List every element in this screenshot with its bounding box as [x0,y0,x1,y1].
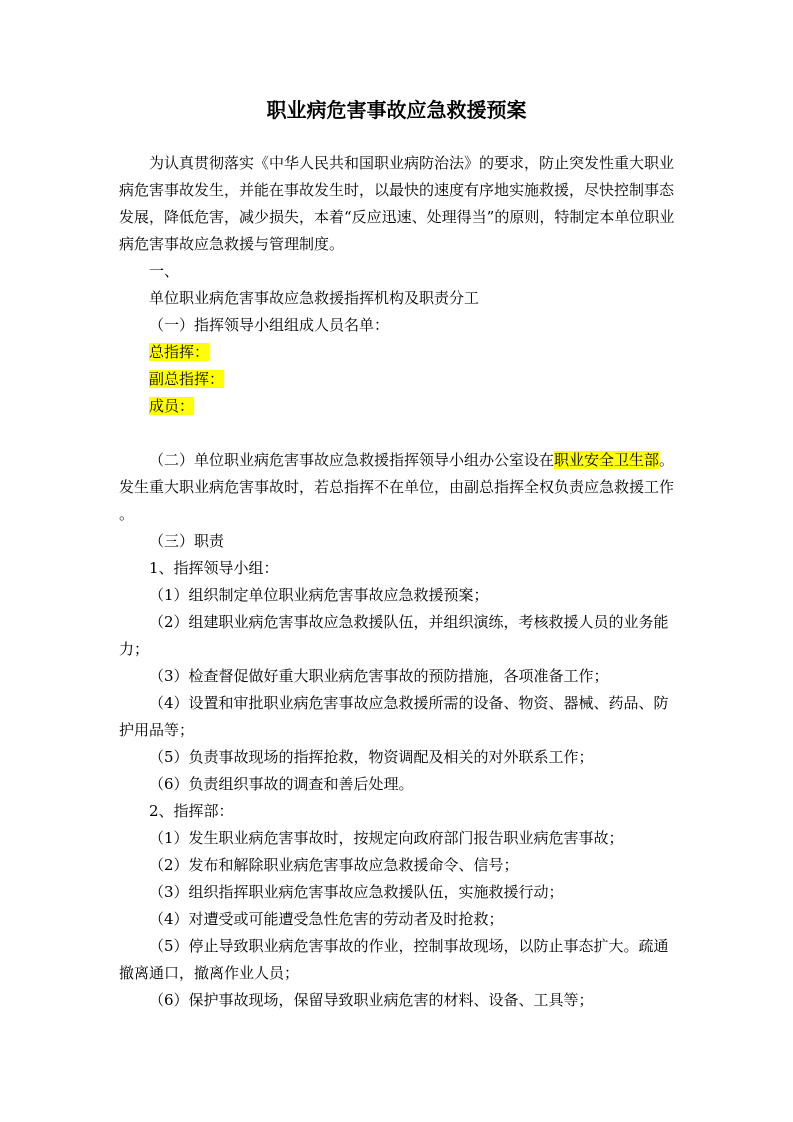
group-1-item: （1）组织制定单位职业病危害事故应急救援预案； [149,586,489,604]
blank-line [119,420,677,447]
group-1-heading: 1、指挥领导小组： [149,559,279,577]
subsection-3-heading: （三）职责 [149,532,225,550]
subsection-2-prefix: （二）单位职业病危害事故应急救援指挥领导小组办公室设在 [149,451,555,469]
intro-paragraph: 为认真贯彻落实《中华人民共和国职业病防治法》的要求，防止突发性重大职业病危害事故发生，并能在事故发生时，以最快的速度有序地实施救援，尽快控制事态发展，降低危害，减少损失，本着“反应迅速、处理得当”的原则，特制定本单位职业病危害事故应急救援与管理制度。 [119,154,675,253]
group-1-item: （2）组建职业病危害事故应急救援队伍，并组织演练，考核救援人员的业务能力； [119,613,669,658]
deputy-commander-line [119,366,677,393]
group-2-item: （5）停止导致职业病危害事故的作业，控制事故现场，以防止事态扩大。疏通撤离通口，撤离作业人员； [119,937,669,982]
commander-line [119,339,677,366]
section-1-number: 一、 [149,262,180,280]
group-1-item: （3）检查督促做好重大职业病危害事故的预防措施，各项准备工作； [149,667,609,685]
group-2-heading: 2、指挥部： [149,802,234,820]
group-2-item: （3）组织指挥职业病危害事故应急救援队伍，实施救援行动； [149,883,564,901]
group-1-item: （4）设置和审批职业病危害事故应急救援所需的设备、物资、器械、药品、防护用品等； [119,694,669,739]
group-2-item: （6）保护事故现场，保留导致职业病危害的材料、设备、工具等； [149,991,594,1009]
group-2-item: （4）对遭受或可能遭受急性危害的劳动者及时抢救； [149,910,504,928]
group-2-item: （2）发布和解除职业病危害事故应急救援命令、信号； [149,856,519,874]
commander-label: 总指挥： [149,343,210,361]
subsection-2-suffix: 。发生重大职业病危害事故时，若总指挥不在单位，由副总指挥全权负责应急救援工作。 [119,451,675,523]
subsection-1-heading: （一）指挥领导小组组成人员名单： [149,316,390,334]
office-location-highlight: 职业安全卫生部 [554,451,660,469]
document-title: 职业病危害事故应急救援预案 [266,98,527,122]
group-2-item: （1）发生职业病危害事故时，按规定向政府部门报告职业病危害事故； [149,829,624,847]
section-1-heading: 单位职业病危害事故应急救援指挥机构及职责分工 [149,289,480,307]
members-label: 成员： [149,397,195,415]
subsection-2-paragraph [119,447,677,528]
group-1-item: （6）负责组织事故的调查和善后处理。 [149,775,414,793]
deputy-commander-label: 副总指挥： [149,370,225,388]
group-1-item: （5）负责事故现场的指挥抢救，物资调配及相关的对外联系工作； [149,748,594,766]
document-body [119,150,677,1014]
members-line [119,393,677,420]
